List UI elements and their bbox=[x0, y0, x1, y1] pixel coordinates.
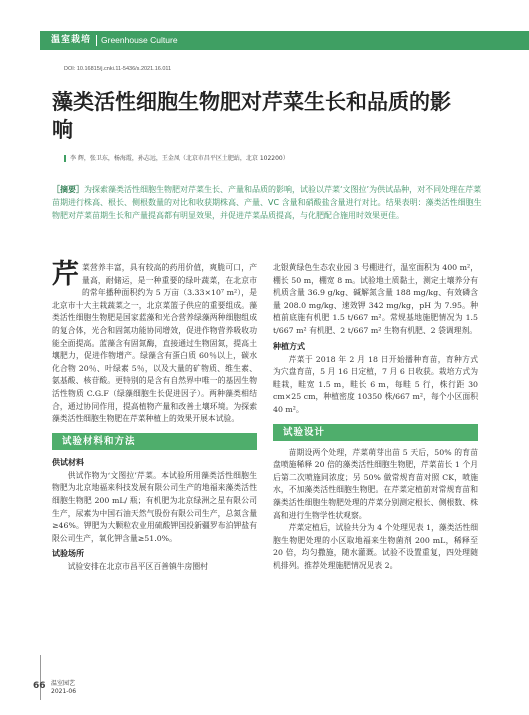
section-label: 温室栽培 bbox=[51, 35, 92, 45]
authors-marker bbox=[64, 155, 66, 162]
abstract-tag: ［摘要］ bbox=[52, 185, 84, 194]
intro-text: 菜营养丰富，具有较高的药用价值，爽脆可口，产量高，耐储运，是一种重要的绿叶蔬菜，在北京市的常年播种面积约为 5 万亩（3.33×10⁷ m²），是北京市十大主栽蔬菜之一，北京菜篮子供应的重要组成。藻类活性细胞生物肥是国家蓝藻和光合营养绿藻两种细胞组成的复合体，光合和固氮功能协同增效，促进作物营养吸收功能全面提高。蓝藻含有固氮酶，直接通过生物固氮，提高土壤肥力，促进作物增产。绿藻含有蛋白质 60％以上，碳水化合物 20％、叶绿素 5％，以及大量的矿物质、维生素、氨基酸、核苷酸。更特别的是含有自然界中唯一的基因生物活性物质 C.G.F（绿藻细胞生长促进因子）。两种藻类相结合，通过协同作用，提高植物产量和改善土壤环境。为探索藻类活性细胞生物肥在芹菜种植上的效果开展本试验。 bbox=[52, 263, 257, 424]
page-number: 66 bbox=[33, 681, 46, 691]
subheading-materials: 供试材料 bbox=[52, 457, 84, 467]
section-subtitle: Greenhouse Culture bbox=[101, 35, 178, 45]
abstract bbox=[52, 183, 482, 222]
journal-name: 温室园艺 bbox=[51, 680, 76, 687]
doi-text: DOI: 10.16815/j.cnki.11-5436/s.2021.16.011 bbox=[64, 66, 172, 72]
abstract-text: 为探索藻类活性细胞生物肥对芹菜生长、产量和品质的影响，试验以芹菜‘文图拉’为供试品种，对不同处理在芹菜苗期进行株高、根长、侧根数量的对比和收获期株高、产量、VC 含量和硝酸盐含量进行对比。结果表明：藻类活性细胞生物肥对芹菜苗期生长和产量提高都有明显效果，并促进芹菜品质提高，与化肥配合施用时效果更佳。 bbox=[52, 185, 482, 220]
authors-line bbox=[64, 153, 289, 162]
left-column bbox=[52, 259, 257, 574]
design-paragraph-2: 芹菜定植后，试验共分为 4 个处理见表 1，藻类活性细胞生物肥处理的小区取地福来生物菌剂 200 mL，稀释至 20 倍，均匀撒施，随水灌溉。试验不设置重复，四处理随机排列。推荐处理施肥情况见表 2。 bbox=[273, 523, 478, 570]
subheading-site: 试验场所 bbox=[52, 549, 84, 559]
site-paragraph-continued: 北银黄绿色生态农业园 3 号棚进行，温室面积为 400 m²，棚长 50 m，棚宽 8 m。试验地土质黏土，测定土壤养分有机质含量 36.9 g/kg、碱解氮含量 188 mg/kg、有效磷含量 208.0 mg/kg、速效钾 342 mg/kg，pH 为 7.95。种植前底施有机肥 1.5 t/667 m²。常规基地施肥情况为 1.5 t/667 m² 有机肥、2 t/667 m² 生物有机肥、2 袋调理剂。 bbox=[273, 263, 478, 335]
design-paragraph-1: 苗期设两个处理，芹菜萌芽出苗 5 天后，50% 的育苗盘喷施稀释 20 倍的藻类活性细胞生物肥，芹菜苗长 1 个月后第二次喷施同浓度；另 50% 做常规育苗对照 CK，喷施水，不加藻类活性细胞生物肥。在芹菜定植前对常规育苗和藻类活性细胞生物肥处理的芹菜分别测定根长、侧根数、株高和进行生物学性状观察。 bbox=[273, 447, 478, 520]
right-column bbox=[273, 262, 478, 572]
dropcap: 芹 bbox=[52, 259, 79, 290]
journal-info bbox=[51, 680, 76, 696]
section-heading-materials: 试验材料和方法 bbox=[52, 433, 257, 450]
intro-paragraph bbox=[52, 259, 257, 426]
site-paragraph-start: 试验安排在北京市昌平区百善镇牛房圈村 bbox=[67, 562, 208, 572]
journal-issue: 2021-06 bbox=[51, 688, 77, 695]
header-divider bbox=[96, 35, 97, 46]
method-paragraph: 芹菜于 2018 年 2 月 18 日开始播种育苗，育种方式为穴盘育苗，5 月 16 日定植，7 月 6 日收获。栽培方式为畦栽，畦宽 1.5 m，畦长 6 m，每畦 5 行，株行距 30 cm×25 cm，种植密度 10350 株/667 m²，每个小区面积 40 m²。 bbox=[273, 354, 478, 414]
section-heading-design: 试验设计 bbox=[273, 424, 478, 441]
materials-paragraph: 供试作物为‘文图拉’芹菜。本试验所用藻类活性细胞生物肥为北京地福来科技发展有限公司生产的地福来藻类活性细胞生物肥 200 mL/ 瓶；有机肥为北京绿洲之星有限公司生产，尿素为中国石油天然气股份有限公司生产，总氮含量≥46%。钾肥为大颗粒农业用硫酸钾国投新疆罗布泊钾盐有限公司生产，氧化钾含量≥51.0%。 bbox=[52, 470, 257, 543]
subheading-method: 种植方式 bbox=[273, 341, 305, 351]
article-title: 藻类活性细胞生物肥对芹菜生长和品质的影响 bbox=[52, 89, 451, 142]
authors-text: 李 辉，张卫东，杨海霞，孙志远，王金凤（北京市昌平区土肥站，北京 102200） bbox=[70, 155, 289, 162]
footer-line bbox=[40, 655, 41, 700]
